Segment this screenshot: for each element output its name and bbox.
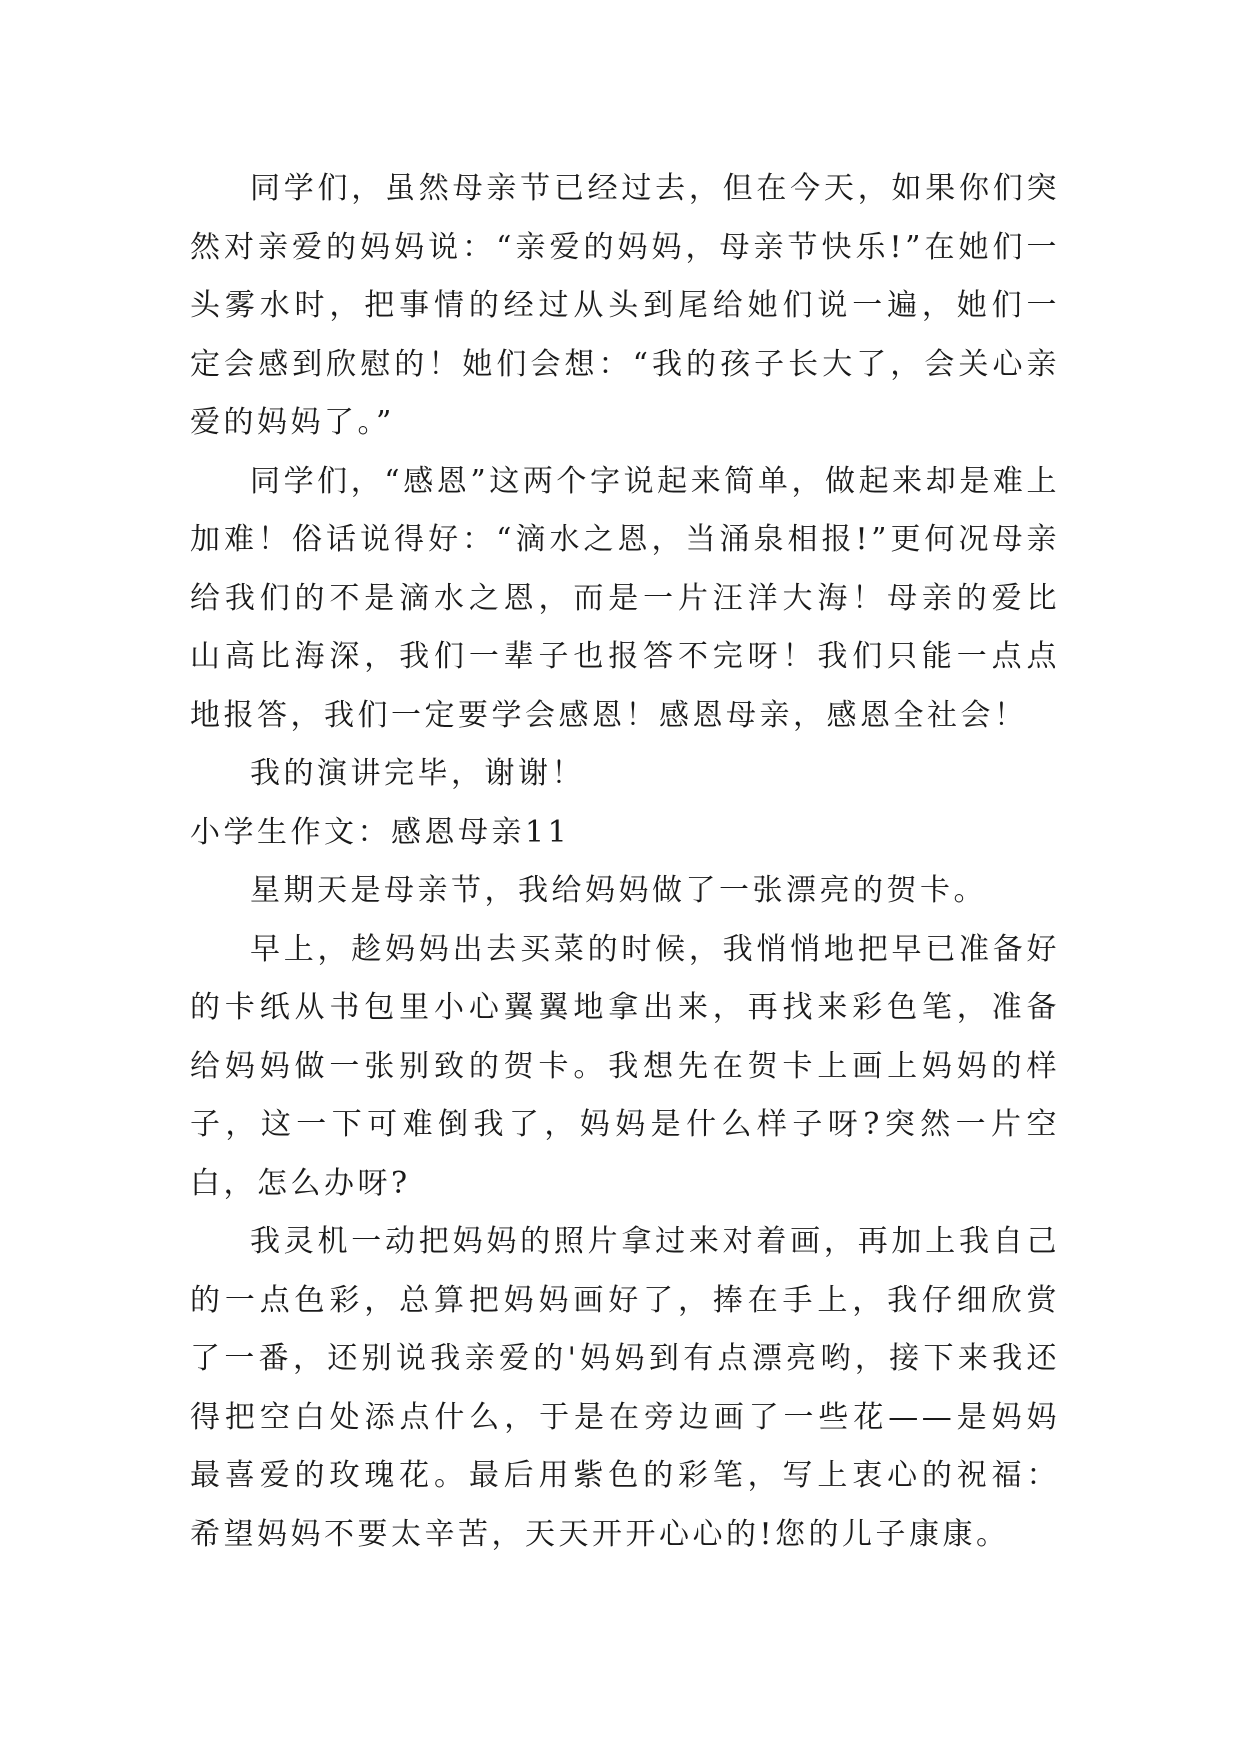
document-body <box>190 160 1060 1564</box>
section-title: 小学生作文：感恩母亲11 <box>190 814 571 850</box>
paragraph-card-intro: 星期天是母亲节，我给妈妈做了一张漂亮的贺卡。 <box>250 873 987 908</box>
paragraph-gratitude: 同学们，“感恩”这两个字说起来简单，做起来却是难上加难！俗话说得好：“滴水之恩，当涌泉相报!”更何况母亲给我们的不是滴水之恩，而是一片汪洋大海！母亲的爱比山高比海深，我们一辈子也报答不完呀！我们只能一点点地报答，我们一定要学会感恩！感恩母亲，感恩全社会！ <box>190 463 1060 733</box>
paragraph-card-drawing: 我灵机一动把妈妈的照片拿过来对着画，再加上我自己的一点色彩，总算把妈妈画好了，捧在手上，我仔细欣赏了一番，还别说我亲爱的'妈妈到有点漂亮哟，接下来我还得把空白处添点什么，于是在旁边画了一些花——是妈妈最喜爱的玫瑰花。最后用紫色的彩笔，写上衷心的祝福：希望妈妈不要太辛苦，天天开开心心的!您的儿子康康。 <box>190 1224 1060 1552</box>
paragraph-card-making: 早上，趁妈妈出去买菜的时候，我悄悄地把早已准备好的卡纸从书包里小心翼翼地拿出来，再找来彩色笔，准备给妈妈做一张别致的贺卡。我想先在贺卡上画上妈妈的样子，这一下可难倒我了，妈妈是什么样子呀?突然一片空白，怎么办呀? <box>190 931 1060 1201</box>
paragraph-mothers-day: 同学们，虽然母亲节已经过去，但在今天，如果你们突然对亲爱的妈妈说：“亲爱的妈妈，母亲节快乐!”在她们一头雾水时，把事情的经过从头到尾给她们说一遍，她们一定会感到欣慰的！她们会想：“我的孩子长大了，会关心亲爱的妈妈了。” <box>190 171 1060 440</box>
paragraph-closing: 我的演讲完毕，谢谢！ <box>250 756 585 791</box>
